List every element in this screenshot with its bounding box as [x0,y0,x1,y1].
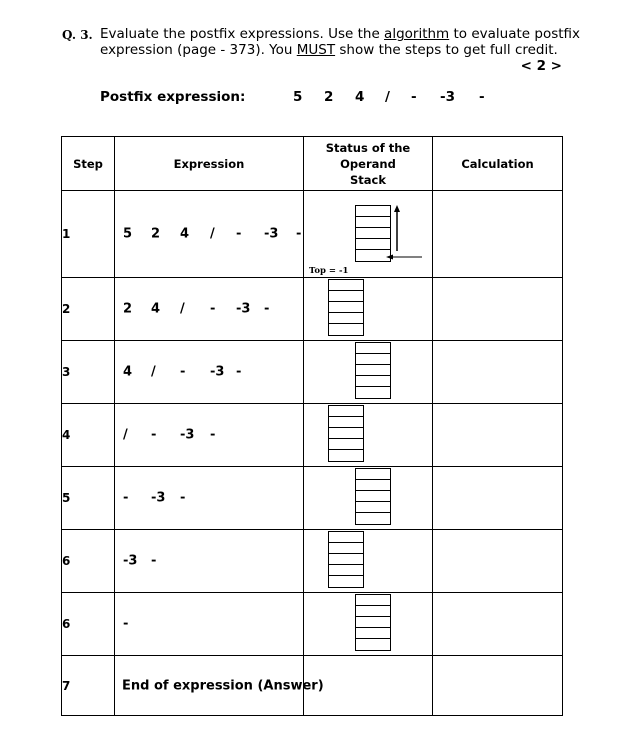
evaluation-table [61,136,563,716]
postfix-token: - [411,89,417,105]
expression-token: - [210,427,216,443]
expression-token: - [210,301,216,317]
expression-token: / [123,427,128,443]
operand-stack-cell [304,341,433,404]
calculation-cell[interactable] [433,191,563,278]
expression-token: - [123,490,129,506]
stack-slot [329,417,363,428]
operand-stack-cell [304,467,433,530]
expression-token: - [264,301,270,317]
expression-cell [115,191,304,278]
question-text: Evaluate the postfix expressions. Use the [100,26,385,42]
operand-stack-cell [304,278,433,341]
expression-token: -3 [151,490,166,506]
stack-slot [356,491,390,502]
stack-slot [329,565,363,576]
expression-cell [115,404,304,467]
stack-slot [356,606,390,617]
header-stack [304,137,433,191]
header-stack-line-2: Stack [349,172,386,187]
algorithm-link[interactable]: algorithm [384,26,450,42]
expression-token: 2 [151,226,161,242]
stack-slot [329,280,363,291]
table-row [62,656,563,716]
question-line-2 [100,42,558,58]
stack-slot [329,532,363,543]
stack-slot [329,428,363,439]
table-row [62,191,563,278]
table-row [62,404,563,467]
header-row [62,137,563,191]
expression-cell [115,341,304,404]
stack-slot [356,387,390,398]
table-row [62,278,563,341]
stack-slot [329,406,363,417]
header-calculation: Calculation [433,137,563,191]
table-row [62,530,563,593]
expression-token: - [151,553,157,569]
expression-token: - [123,616,129,632]
step-number: 5 [62,467,115,530]
operand-stack-cell [304,530,433,593]
expression-token: -3 [123,553,138,569]
operand-stack-cell [304,593,433,656]
postfix-token: / [385,89,390,105]
operand-stack [328,405,364,462]
operand-stack [328,279,364,336]
stack-slot [356,343,390,354]
question-number: Q. 3. [62,28,93,42]
expression-token: -3 [264,226,279,242]
calculation-cell[interactable] [433,593,563,656]
stack-slot [329,291,363,302]
top-arrow-head [386,255,393,260]
expression-cell [115,656,324,716]
expression-token: / [151,364,156,380]
postfix-token: 2 [324,89,334,105]
stack-slot [356,595,390,606]
operand-stack [355,594,391,651]
table-row [62,593,563,656]
step-number: 7 [62,656,115,716]
operand-stack-cell [304,404,433,467]
step-number: 6 [62,593,115,656]
step-number: 4 [62,404,115,467]
operand-stack [355,468,391,525]
stack-slot [329,543,363,554]
table-row [62,341,563,404]
step-number: 3 [62,341,115,404]
expression-token: 4 [180,226,190,242]
expression-cell [115,467,304,530]
stack-slot [356,628,390,639]
expression-token: / [180,301,185,317]
expression-token: -3 [236,301,251,317]
calculation-cell[interactable] [433,278,563,341]
calculation-cell[interactable] [433,656,563,716]
postfix-token: 4 [355,89,365,105]
question-text: expression (page - 373). You [100,42,297,58]
stack-slot [329,450,363,461]
step-number: 1 [62,191,115,278]
expression-cell [115,593,304,656]
push-arrow-head [394,205,400,212]
stack-slot [329,554,363,565]
stack-slot [356,469,390,480]
stack-slot [329,576,363,587]
question-text: show the steps to get full credit. [335,42,558,58]
stack-slot [356,365,390,376]
expression-token: -3 [210,364,225,380]
expression-token: - [236,364,242,380]
operand-stack [328,531,364,588]
expression-token: - [236,226,242,242]
header-step: Step [62,137,115,191]
calculation-cell[interactable] [433,341,563,404]
expression-cell [115,530,304,593]
expression-token: - [180,364,186,380]
stack-slot [356,376,390,387]
expression-token: / [210,226,215,242]
header-stack-line-1: Status of the Operand [325,140,411,171]
operand-stack [355,342,391,399]
stack-arrows-icon [304,191,433,278]
stack-slot [356,480,390,491]
step-number: 6 [62,530,115,593]
calculation-cell[interactable] [433,467,563,530]
expression-token: 5 [123,226,133,242]
stack-slot [329,439,363,450]
step-number: 2 [62,278,115,341]
expression-token: - [180,490,186,506]
question-text: to evaluate postfix [449,26,581,42]
end-of-expression-label: End of expression (Answer) [122,678,324,693]
stack-slot [356,502,390,513]
must-emphasis: MUST [296,42,336,58]
expression-token: - [151,427,157,443]
postfix-token: - [479,89,485,105]
postfix-token: 5 [293,89,303,105]
stack-slot [329,313,363,324]
expression-token: 4 [151,301,161,317]
expression-token: 2 [123,301,133,317]
postfix-label: Postfix expression: [100,89,246,105]
stack-slot [356,354,390,365]
expression-cell [115,278,304,341]
postfix-token: -3 [440,89,455,105]
stack-slot [356,617,390,628]
question-line-1 [100,26,580,42]
header-expression: Expression [115,137,304,191]
expression-token: - [296,226,302,242]
expression-token: 4 [123,364,133,380]
stack-slot [356,639,390,650]
marks-label: < 2 > [520,58,562,74]
stack-slot [356,513,390,524]
operand-stack-cell [304,656,433,716]
calculation-cell[interactable] [433,530,563,593]
expression-token: -3 [180,427,195,443]
calculation-cell[interactable] [433,404,563,467]
table-row [62,467,563,530]
operand-stack-cell [304,191,433,278]
stack-slot [329,324,363,335]
top-pointer-label: Top = -1 [309,266,349,276]
stack-slot [329,302,363,313]
